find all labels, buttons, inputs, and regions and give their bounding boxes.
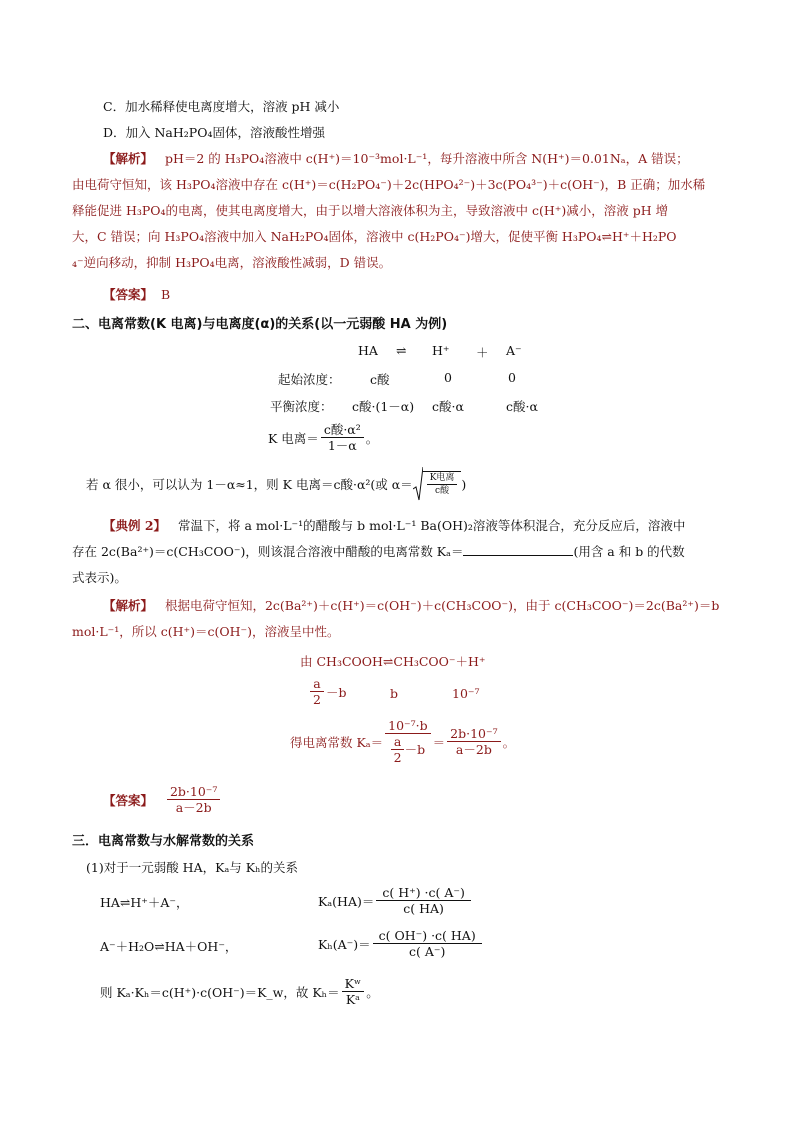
analysis-1-line-1	[103, 149, 689, 167]
analysis-2-line-2: mol·L⁻¹，所以 c(H⁺)＝c(OH⁻)，溶液呈中性。	[72, 624, 340, 639]
kh-formula	[318, 928, 484, 959]
reaction-1: HA⇌H⁺＋A⁻，	[100, 895, 189, 910]
solution-k	[290, 718, 515, 765]
approx-text: 若 α 很小，可以认为 1－α≈1，则 K 电离＝c酸·α²(或 α＝	[86, 477, 413, 492]
ka-lhs: Kₐ(HA)＝	[318, 893, 375, 909]
conc-tail: －b	[325, 684, 347, 700]
sol-k-inner-tail: －b	[404, 742, 426, 757]
example-text: 常温下，将 a mol·L⁻¹的醋酸与 b mol·L⁻¹ Ba(OH)₂溶液等体积混合，充分反应后，溶液中	[177, 518, 686, 533]
k-den: 1－α	[327, 438, 357, 453]
ka-formula	[318, 885, 473, 916]
sol-k-frac-2-den: a－2b	[455, 742, 492, 757]
eq-hplus: H⁺	[432, 343, 450, 358]
k-end: 。	[365, 430, 379, 446]
solution-conc-2: b	[390, 686, 399, 701]
solution-conc-1	[308, 676, 346, 707]
eqm-ha: c酸·(1－α)	[352, 399, 415, 414]
eqm-aminus: c酸·α	[506, 399, 538, 414]
sol-k-inner-num: a	[391, 734, 404, 750]
analysis-text: 根据电荷守恒知，2c(Ba²⁺)＋c(H⁺)＝c(OH⁻)＋c(CH₃COO⁻)，由于 c(CH₃COO⁻)＝2c(Ba²⁺)＝b	[164, 598, 720, 613]
sol-k-end: 。	[502, 734, 516, 750]
sol-k-frac-2-num: 2b·10⁻⁷	[447, 726, 500, 742]
conclusion-den: Kᵃ	[345, 992, 361, 1007]
answer-tag: 【答案】	[103, 792, 154, 808]
answer-1	[103, 285, 170, 303]
kh-num: c( OH⁻) ·c( HA)	[373, 928, 482, 944]
conclusion-end: 。	[366, 984, 379, 1000]
conc-num: a	[310, 676, 323, 692]
analysis-tag: 【解析】	[103, 598, 154, 613]
eq-plus: ＋	[476, 345, 489, 360]
start-zero-2: 0	[508, 370, 516, 385]
analysis-text: pH＝2 的 H₃PO₄溶液中 c(H⁺)＝10⁻³mol·L⁻¹，每升溶液中所含 N(H⁺)＝0.01Nₐ，A 错误；	[164, 151, 689, 166]
example-text: (用含 a 和 b 的代数	[573, 544, 685, 559]
eq-ha: HA	[358, 343, 378, 358]
sqrt-expr	[413, 467, 462, 501]
example-2-line-1	[103, 516, 685, 534]
solution-equation: 由 CH₃COOH⇌CH₃COO⁻＋H⁺	[300, 654, 486, 669]
sol-k-frac-2	[447, 726, 500, 757]
eq-aminus: A⁻	[506, 343, 522, 358]
example-2-line-2	[72, 542, 685, 560]
section-2-heading: 二、电离常数(K 电离)与电离度(α)的关系(以一元弱酸 HA 为例)	[72, 317, 448, 332]
answer-value: B	[160, 287, 171, 302]
k-fraction	[321, 422, 364, 453]
approx-line	[86, 467, 466, 501]
k-formula	[268, 422, 378, 453]
example-tag: 【典例 2】	[103, 518, 167, 533]
answer-fraction	[167, 784, 220, 815]
start-label: 起始浓度：	[278, 372, 341, 387]
k-lhs: K 电离＝	[268, 430, 319, 446]
answer-num: 2b·10⁻⁷	[167, 784, 220, 800]
ka-num: c( H⁺) ·c( A⁻)	[376, 885, 471, 901]
example-text: 存在 2c(Ba²⁺)＝c(CH₃COO⁻)，则该混合溶液中醋酸的电离常数 Kₐ＝	[72, 544, 464, 559]
sol-k-frac-1	[385, 718, 431, 765]
analysis-1-line-4: 大，C 错误；向 H₃PO₄溶液中加入 NaH₂PO₄固体，溶液中 c(H₂PO₄⁻)增大，促使平衡 H₃PO₄⇌H⁺＋H₂PO	[72, 229, 677, 244]
sol-k-frac-1-den	[388, 734, 428, 765]
analysis-1-line-5: ₄⁻逆向移动，抑制 H₃PO₄电离，溶液酸性减弱，D 错误。	[72, 255, 392, 270]
answer-2	[103, 784, 222, 815]
ka-fraction	[376, 885, 471, 916]
reaction-2: A⁻＋H₂O⇌HA＋OH⁻，	[100, 939, 238, 954]
section-3-heading: 三．电离常数与水解常数的关系	[72, 834, 255, 849]
sol-k-frac-1-num: 10⁻⁷·b	[385, 718, 431, 734]
eqm-label: 平衡浓度：	[270, 399, 333, 414]
eq-arrow: ⇌	[396, 343, 407, 358]
start-c: c酸	[370, 372, 390, 387]
conc-den: 2	[313, 692, 321, 707]
sqrt-den: c酸	[435, 486, 450, 496]
option-d: D．加入 NaH₂PO₄固体，溶液酸性增强	[103, 125, 325, 140]
solution-conc-3: 10⁻⁷	[452, 686, 480, 701]
example-2-line-3: 式表示)。	[72, 570, 127, 585]
analysis-2-line-1	[103, 596, 719, 614]
kh-fraction	[373, 928, 482, 959]
answer-blank[interactable]	[463, 543, 573, 556]
kh-lhs: Kₕ(A⁻)＝	[318, 936, 371, 952]
analysis-tag: 【解析】	[103, 151, 154, 166]
answer-tag: 【答案】	[103, 287, 154, 302]
sqrt-num: K电离	[427, 472, 458, 485]
kh-den: c( A⁻)	[408, 944, 446, 959]
sol-k-lhs: 得电离常数 Kₐ＝	[290, 734, 384, 750]
sqrt-icon	[413, 467, 423, 501]
eqm-hplus: c酸·α	[432, 399, 464, 414]
approx-close: )	[461, 476, 467, 492]
option-c: C．加水稀释使电离度增大，溶液 pH 减小	[103, 99, 340, 114]
start-zero-1: 0	[444, 370, 452, 385]
conclusion-num: Kʷ	[342, 976, 365, 992]
sol-k-inner-den: 2	[393, 750, 402, 765]
analysis-1-line-2: 由电荷守恒知，该 H₃PO₄溶液中存在 c(H⁺)＝c(H₂PO₄⁻)＋2c(HPO₄²⁻)＋3c(PO₄³⁻)＋c(OH⁻)，B 正确；加水稀	[72, 177, 706, 192]
conclusion	[100, 976, 379, 1007]
conclusion-text: 则 Kₐ·Kₕ＝c(H⁺)·c(OH⁻)＝K_w，故 Kₕ＝	[100, 984, 340, 1000]
sol-k-eq: ＝	[432, 734, 446, 750]
answer-den: a－2b	[175, 800, 212, 815]
analysis-1-line-3: 释能促进 H₃PO₄的电离，使其电离度增大，由于以增大溶液体积为主，导致溶液中 c(H⁺)减小，溶液 pH 增	[72, 203, 669, 218]
k-num: c酸·α²	[321, 422, 364, 438]
conclusion-fraction	[342, 976, 365, 1007]
subsection-1: (1)对于一元弱酸 HA，Kₐ与 Kₕ的关系	[86, 860, 298, 875]
ka-den: c( HA)	[403, 901, 444, 916]
